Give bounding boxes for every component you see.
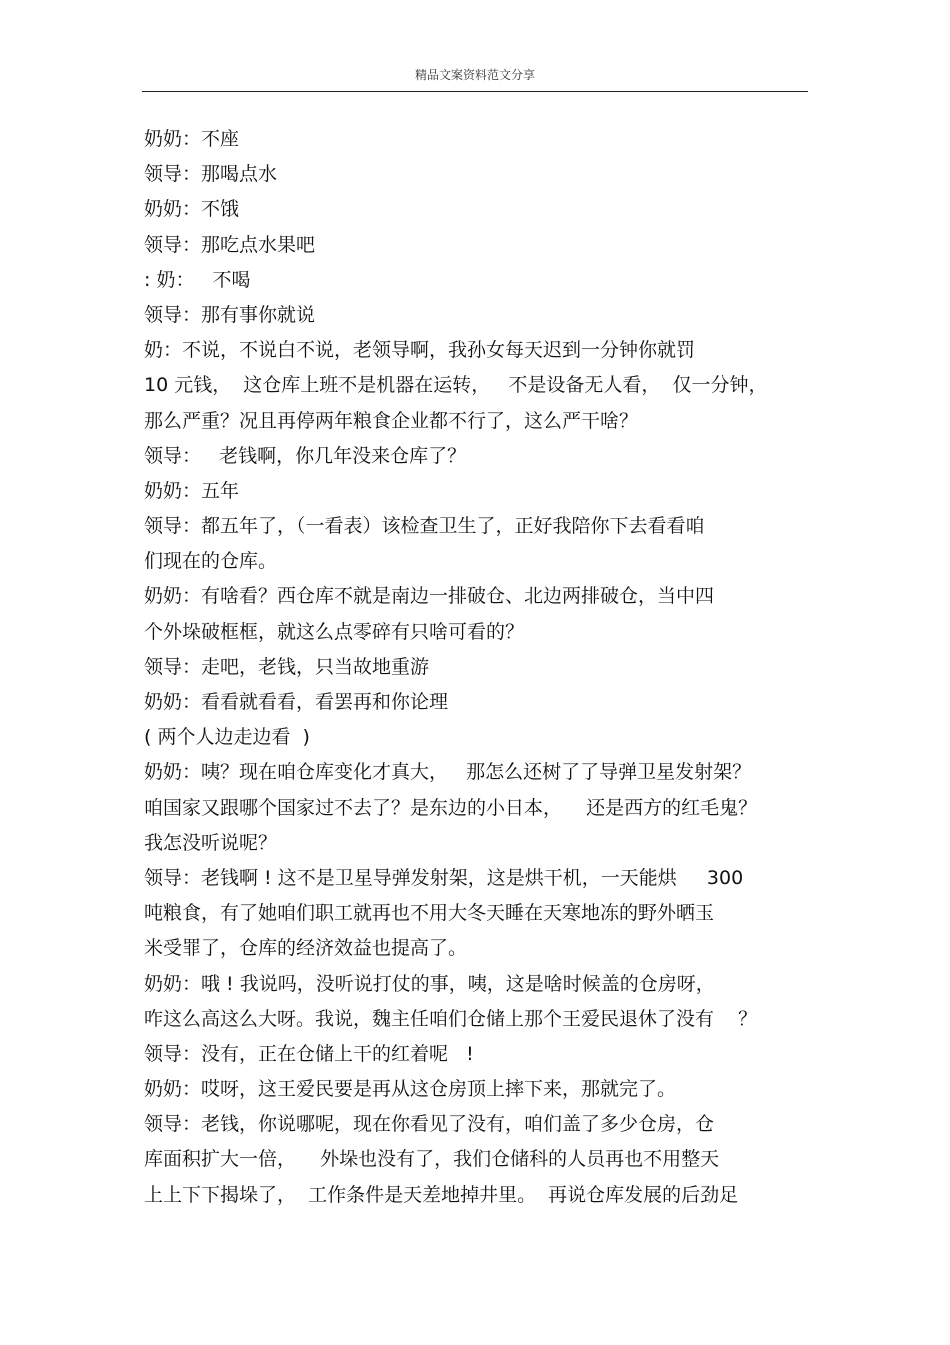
- text-line: 那么严重？况且再停两年粮食企业都不行了，这么严干啥？: [144, 409, 639, 432]
- text-line: 领导： 老钱啊，你几年没来仓库了？: [144, 444, 467, 467]
- text-line: 奶奶：看看就看看，看罢再和你论理: [144, 691, 449, 713]
- text-line: 库面积扩大一倍， 外垛也没有了，我们仓储科的人员再也不用整天: [144, 1148, 720, 1171]
- text-line: 奶：不说，不说白不说，老领导啊，我孙女每天迟到一分钟你就罚: [144, 339, 696, 362]
- text-line: : 奶： 不喝: [144, 268, 251, 291]
- text-line: 米受罪了，仓库的经济效益也提高了。: [144, 937, 468, 960]
- text-line: 我怎没听说呢？: [144, 831, 278, 854]
- text-line: 奶奶：不饿: [144, 198, 240, 221]
- header-divider: [142, 91, 808, 92]
- text-line: 领导：老钱啊 ! 这不是卫星导弹发射架，这是烘干机，一天能烘 300: [144, 866, 744, 889]
- text-line: 领导：老钱，你说哪呢，现在你看见了没有，咱们盖了多少仓房，仓: [144, 1113, 715, 1136]
- text-line: 奶奶：哦 ! 我说吗，没听说打仗的事，咦，这是啥时候盖的仓房呀，: [144, 972, 715, 995]
- text-line: 领导：没有，正在仓储上干的红着呢 !: [144, 1042, 474, 1065]
- text-line: 领导：那喝点水: [144, 163, 278, 186]
- text-line: 奶奶：五年: [144, 479, 240, 502]
- text-line: 奶奶：咦？现在咱仓库变化才真大， 那怎么还树了了导弹卫星发射架？: [144, 761, 752, 784]
- text-line: 们现在的仓库。: [144, 550, 278, 573]
- text-line: 领导：那有事你就说: [144, 303, 316, 326]
- document-body: [144, 122, 814, 1213]
- text-line: ( 两个人边走边看 ): [144, 726, 310, 749]
- text-line: 吨粮食，有了她咱们职工就再也不用大冬天睡在天寒地冻的野外晒玉: [144, 902, 715, 925]
- text-line: 领导：都五年了，（一看表）该检查卫生了，正好我陪你下去看看咱: [144, 515, 705, 538]
- text-line: 咋这么高这么大呀。我说，魏主任咱们仓储上那个王爱民退休了没有 ？: [144, 1007, 758, 1030]
- text-line: 领导：走吧，老钱，只当故地重游: [144, 655, 430, 678]
- text-line: 奶奶：有啥看？西仓库不就是南边一排破仓、北边两排破仓，当中四: [144, 585, 715, 608]
- text-line: 领导：那吃点水果吧: [144, 233, 316, 256]
- text-line: 个外垛破框框，就这么点零碎有只啥可看的？: [144, 620, 525, 643]
- text-line: 上上下下揭垛了， 工作条件是天差地掉井里。 再说仓库发展的后劲足: [144, 1183, 739, 1206]
- text-line: 奶奶：不座: [144, 128, 240, 150]
- text-line: 10 元钱， 这仓库上班不是机器在运转， 不是设备无人看， 仅一分钟，: [144, 374, 768, 397]
- text-line: 奶奶：哎呀，这王爱民要是再从这仓房顶上摔下来，那就完了。: [144, 1078, 677, 1101]
- text-line: 咱国家又跟哪个国家过不去了？是东边的小日本， 还是西方的红毛鬼？: [144, 796, 758, 819]
- page-header-title: 精品文案资料范文分享: [414, 68, 535, 82]
